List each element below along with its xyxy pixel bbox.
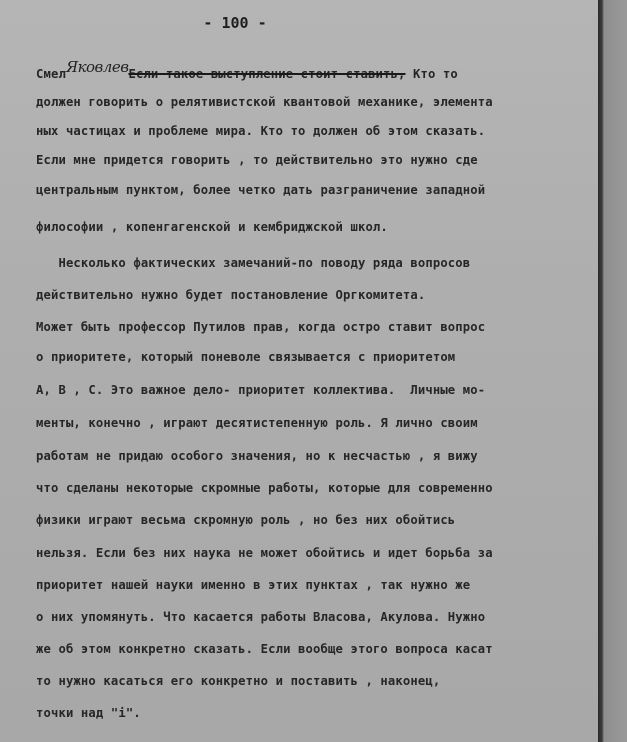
text-line: что сделаны некоторые скромные работы, которые для современно [36, 481, 493, 495]
text-line: должен говорить о релятивистской квантовой механике, элемента [36, 95, 493, 109]
page-edge-shadow [598, 0, 627, 742]
text-line: действительно нужно будет постановление Оргкомитета. [36, 288, 426, 302]
text-line: А, В , С. Это важное дело- приоритет коллектива. Личные мо- [36, 383, 486, 397]
text-line: нельзя. Если без них наука не может обойтись и идет борьба за [36, 546, 493, 560]
text-line: работам не придаю особого значения, но к несчастью , я вижу [36, 449, 478, 463]
struck-out-text: Если такое выступление стоит ставить, [128, 67, 406, 81]
text-line: то нужно касаться его конкретно и поставить , наконец, [36, 674, 441, 688]
text-line: Если мне придется говорить , то действительно это нужно сде [36, 153, 478, 167]
text-line: центральным пунктом, более четко дать разграничение западной [36, 183, 486, 197]
text-line: приоритет нашей науки именно в этих пунктах , так нужно же [36, 578, 471, 592]
text-line: ных частицах и проблеме мира. Кто то должен об этом сказать. [36, 124, 486, 138]
text-line-1-tail: Кто то [405, 67, 458, 81]
text-line: Может быть профессор Путилов прав, когда остро ставит вопрос [36, 320, 486, 334]
text-line: менты, конечно , играют десятистепенную роль. Я лично своим [36, 416, 478, 430]
text-prefix: Смел [36, 67, 66, 81]
text-line: точки над "i". [36, 706, 141, 720]
text-line: физики играют весьма скромную роль , но без них обойтись [36, 513, 456, 527]
text-line: же об этом конкретно сказать. Если вообще этого вопроса касат [36, 642, 493, 656]
text-line: философии , копенгагенской и кембриджской школ. [36, 220, 388, 234]
text-line: о них упомянуть. Что касается работы Власова, Акулова. Нужно [36, 610, 486, 624]
text-line [36, 58, 458, 81]
text-line: о приоритете, который поневоле связывается с приоритетом [36, 350, 456, 364]
page-number: - 100 - [203, 14, 267, 32]
text-line: Несколько фактических замечаний-по поводу ряда вопросов [36, 256, 471, 270]
handwritten-insertion: Яковлев [65, 58, 129, 76]
